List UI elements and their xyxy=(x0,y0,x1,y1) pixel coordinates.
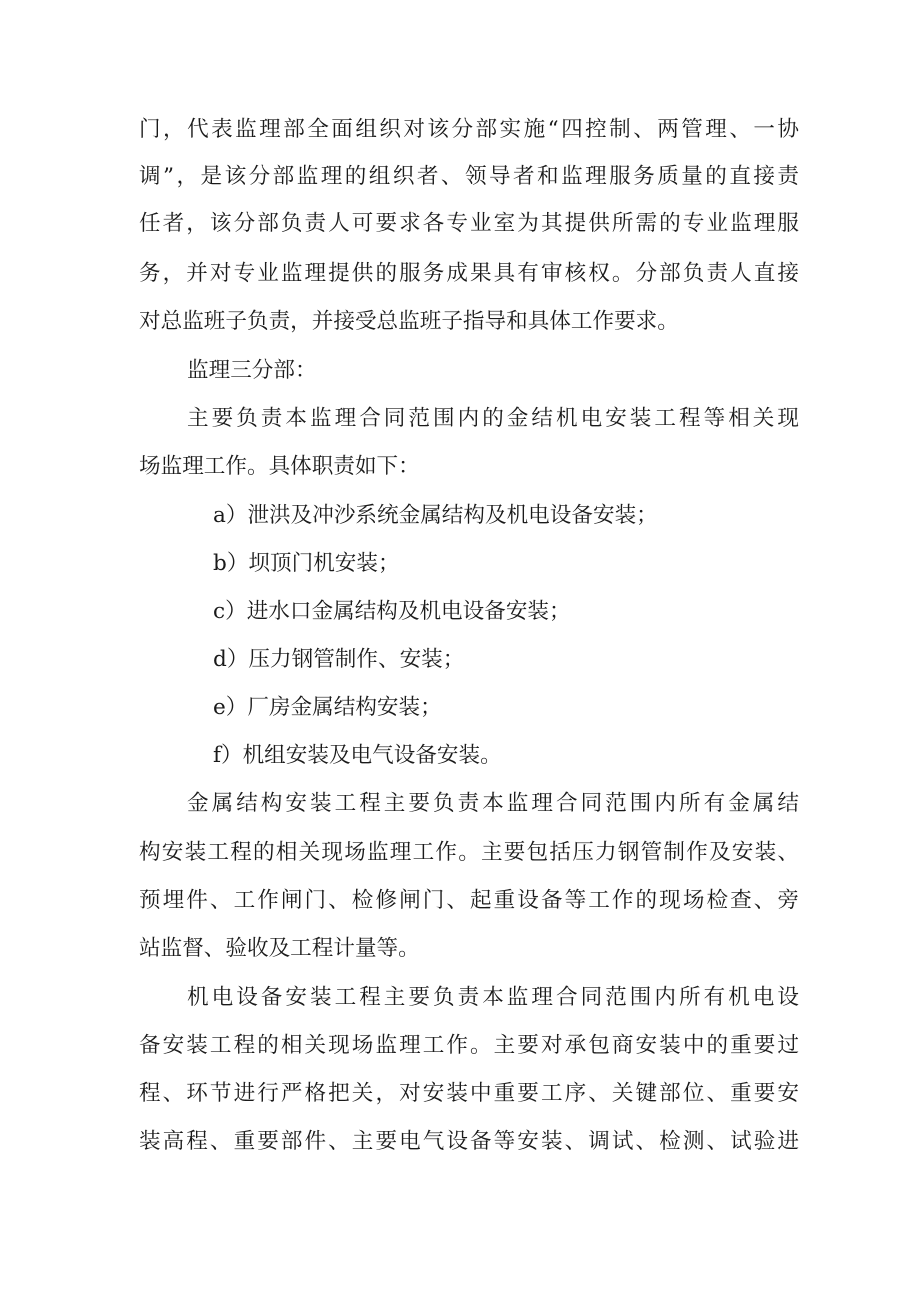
body-text-line: 机电设备安装工程主要负责本监理合同范围内所有机电设 xyxy=(187,985,799,1010)
body-text-line: 装高程、重要部件、主要电气设备等安装、调试、检测、试验进 xyxy=(139,1129,799,1154)
body-text-line: 任者，该分部负责人可要求各专业室为其提供所需的专业监理服 xyxy=(139,211,799,236)
body-text-line: 门，代表监理部全面组织对该分部实施“四控制、两管理、一协 xyxy=(139,117,799,142)
duty-list-item: c）进水口金属结构及机电设备安装； xyxy=(213,599,571,624)
body-text-line: 站监督、验收及工程计量等。 xyxy=(139,936,420,961)
duty-list-item: b）坝顶门机安装； xyxy=(213,551,400,576)
duty-list-item: d）压力钢管制作、安装； xyxy=(213,647,465,672)
body-text-line: 备安装工程的相关现场监理工作。主要对承包商安装中的重要过 xyxy=(139,1033,799,1058)
duty-list-item: f）机组安装及电气设备安装。 xyxy=(213,743,502,768)
section-heading: 监理三分部： xyxy=(187,358,317,383)
body-text-line: 金属结构安装工程主要负责本监理合同范围内所有金属结 xyxy=(187,791,799,816)
body-text-line: 调”，是该分部监理的组织者、领导者和监理服务质量的直接责 xyxy=(139,164,799,189)
body-text-line: 预埋件、工作闸门、检修闸门、起重设备等工作的现场检查、旁 xyxy=(139,888,799,913)
body-text-line: 程、环节进行严格把关，对安装中重要工序、关键部位、重要安 xyxy=(139,1081,799,1106)
body-text-line: 主要负责本监理合同范围内的金结机电安装工程等相关现 xyxy=(187,406,799,431)
body-text-line: 场监理工作。具体职责如下： xyxy=(139,454,420,479)
duty-list-item: e）厂房金属结构安装； xyxy=(213,695,442,720)
body-text-line: 构安装工程的相关现场监理工作。主要包括压力钢管制作及安装、 xyxy=(139,840,799,865)
duty-list-item: a）泄洪及冲沙系统金属结构及机电设备安装； xyxy=(213,503,658,528)
body-text-line: 对总监班子负责，并接受总监班子指导和具体工作要求。 xyxy=(139,309,679,334)
body-text-line: 务，并对专业监理提供的服务成果具有审核权。分部负责人直接 xyxy=(139,261,799,286)
